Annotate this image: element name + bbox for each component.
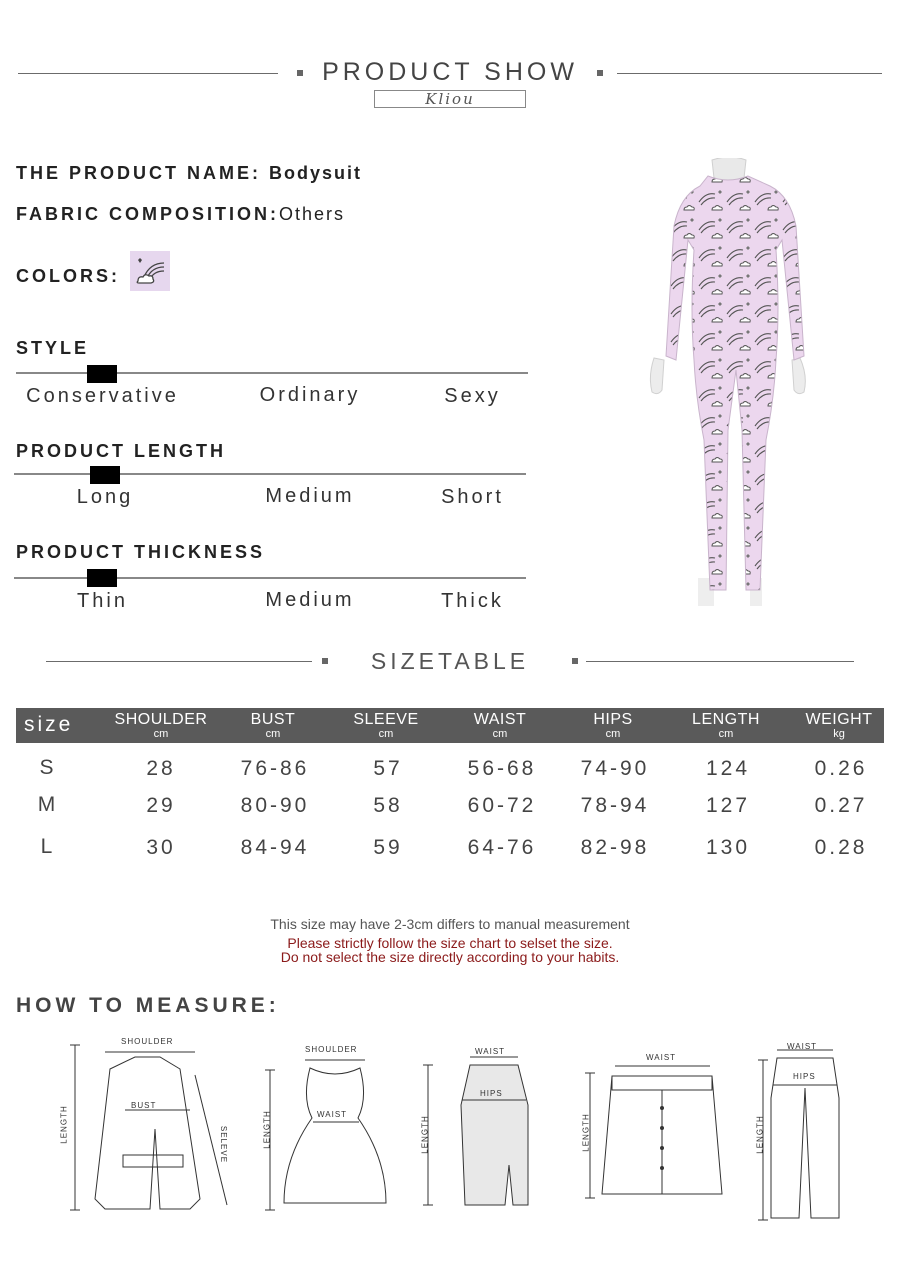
product-name-value: Bodysuit — [269, 163, 363, 183]
page-title: PRODUCT SHOW — [322, 58, 578, 86]
fabric-row — [16, 204, 345, 225]
jacket-bust-label: BUST — [131, 1101, 157, 1110]
jacket-shoulder-label: SHOULDER — [121, 1037, 174, 1046]
size-cell: M — [37, 793, 59, 816]
table-cell: 59 — [373, 836, 403, 859]
thickness-option-thick: Thick — [441, 590, 504, 612]
color-swatch[interactable] — [130, 251, 170, 291]
table-cell: 0.27 — [814, 794, 868, 817]
header-length: LENGTH cm — [692, 711, 760, 740]
table-cell: 124 — [705, 757, 751, 780]
thickness-label: PRODUCT THICKNESS — [16, 542, 266, 562]
header-sleeve: SLEEVE cm — [353, 711, 419, 740]
dress-drawing — [255, 1040, 400, 1215]
colors-label: COLORS: — [16, 266, 120, 286]
pants-length-label: LENGTH — [755, 1115, 765, 1154]
length-option-long: Long — [76, 486, 134, 508]
style-option-ordinary: Ordinary — [259, 384, 361, 406]
dress-waist-label: WAIST — [317, 1110, 348, 1119]
table-cell: 30 — [146, 836, 176, 859]
table-cell: 127 — [705, 794, 751, 817]
shorts-waist-label: WAIST — [646, 1053, 677, 1062]
jacket-sleeve-label: SELEVE — [219, 1125, 229, 1164]
style-marker[interactable] — [87, 365, 117, 383]
skirt-diagram — [410, 1045, 550, 1215]
pants-hips-label: HIPS — [793, 1072, 816, 1081]
product-name-label: THE PRODUCT NAME: — [16, 163, 261, 183]
table-cell: 74-90 — [580, 757, 650, 780]
table-cell: 130 — [705, 836, 751, 859]
product-photo — [640, 158, 820, 608]
size-cell: L — [40, 835, 56, 858]
size-table-header — [16, 708, 884, 743]
table-cell: 82-98 — [580, 836, 650, 859]
header-waist: WAIST cm — [473, 711, 527, 740]
table-cell: 57 — [373, 757, 403, 780]
table-cell: 78-94 — [580, 794, 650, 817]
jacket-diagram — [55, 1035, 240, 1225]
thickness-option-thin: Thin — [77, 590, 128, 612]
shorts-drawing — [570, 1048, 740, 1203]
length-label: PRODUCT LENGTH — [16, 441, 226, 461]
length-option-medium: Medium — [265, 485, 355, 507]
skirt-hips-label: HIPS — [480, 1089, 503, 1098]
size-column-header: size — [24, 713, 74, 736]
size-note: This size may have 2-3cm differs to manual measurement — [270, 916, 630, 932]
jacket-drawing — [55, 1035, 240, 1225]
sizetable-title: SIZETABLE — [370, 648, 530, 674]
header-weight: WEIGHT kg — [805, 711, 873, 740]
table-cell: 28 — [146, 757, 176, 780]
header-hips: HIPS cm — [593, 711, 633, 740]
table-cell: 64-76 — [467, 836, 537, 859]
unicorn-print-icon — [130, 251, 170, 291]
fabric-value: Others — [279, 204, 346, 224]
style-option-conservative: Conservative — [26, 385, 179, 407]
thickness-option-medium: Medium — [265, 589, 355, 611]
table-cell: 29 — [146, 794, 176, 817]
fabric-label: FABRIC COMPOSITION: — [16, 204, 279, 224]
table-cell: 0.26 — [814, 757, 868, 780]
dress-shoulder-label: SHOULDER — [305, 1045, 358, 1054]
size-warning-1: Please strictly follow the size chart to selset the size. — [287, 935, 613, 951]
header-square-right — [597, 70, 603, 76]
dress-diagram — [255, 1040, 400, 1215]
jacket-length-label: LENGTH — [59, 1105, 69, 1144]
product-name-row — [16, 163, 362, 184]
size-cell: S — [39, 756, 57, 779]
header-bust: BUST cm — [250, 711, 296, 740]
skirt-waist-label: WAIST — [475, 1047, 506, 1056]
sizetable-square-right — [572, 658, 578, 664]
thickness-marker[interactable] — [87, 569, 117, 587]
header-rule-right — [617, 73, 882, 74]
dress-length-label: LENGTH — [262, 1110, 272, 1149]
table-cell: 58 — [373, 794, 403, 817]
table-cell: 0.28 — [814, 836, 868, 859]
table-cell: 76-86 — [240, 757, 310, 780]
how-to-measure-title: HOW TO MEASURE: — [16, 994, 280, 1017]
brand-label: Kliou — [374, 90, 526, 108]
size-warning-2: Do not select the size directly according to your habits. — [280, 949, 620, 965]
skirt-length-label: LENGTH — [420, 1115, 430, 1154]
table-cell: 80-90 — [240, 794, 310, 817]
skirt-drawing — [410, 1045, 550, 1215]
length-option-short: Short — [441, 486, 504, 508]
table-cell: 84-94 — [240, 836, 310, 859]
table-cell: 56-68 — [467, 757, 537, 780]
style-label: STYLE — [16, 338, 90, 358]
pants-diagram — [745, 1040, 875, 1225]
length-marker[interactable] — [90, 466, 120, 484]
header-shoulder: SHOULDER cm — [114, 711, 208, 740]
style-option-sexy: Sexy — [444, 385, 501, 407]
sizetable-rule-right — [586, 661, 854, 662]
pants-waist-label: WAIST — [787, 1042, 818, 1051]
shorts-diagram — [570, 1048, 740, 1203]
table-cell: 60-72 — [467, 794, 537, 817]
shorts-length-label: LENGTH — [581, 1113, 591, 1152]
